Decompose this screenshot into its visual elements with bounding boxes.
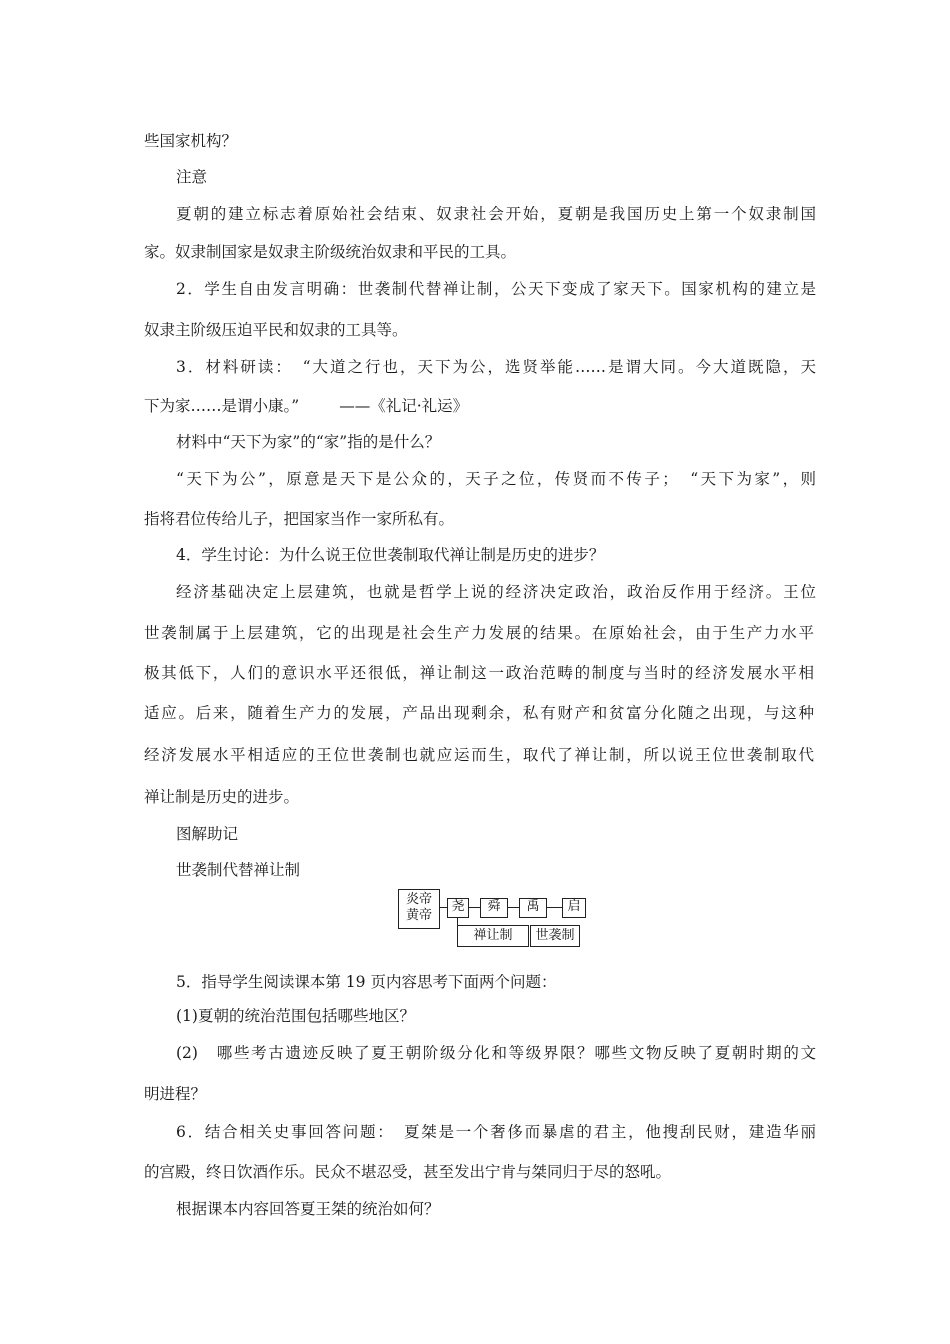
text-line: 适应。后来，随着生产力的发展，产品出现剩余，私有财产和贫富分化随之出现，与这种	[144, 704, 814, 722]
origin-box	[398, 889, 440, 929]
hereditary-label-box: 世袭制	[530, 925, 580, 947]
text-line: “天下为公”，原意是天下是公众的，天子之位，传贤而不传子； “天下为家”，则	[176, 470, 816, 488]
text-line: 经济基础决定上层建筑，也就是哲学上说的经济决定政治，政治反作用于经济。王位	[176, 583, 816, 601]
bracket-line	[457, 917, 458, 925]
origin-label-top: 炎帝	[405, 892, 432, 907]
text-line: 材料中“天下为家”的“家”指的是什么？	[176, 433, 441, 451]
text-line: 3．材料研读： “大道之行也，天下为公，选贤举能……是谓大同。今大道既隐，天	[176, 358, 816, 376]
text-line: 指将君位传给儿子，把国家当作一家所私有。	[144, 510, 455, 528]
text-line: 5．指导学生阅读课本第 19 页内容思考下面两个问题：	[176, 973, 557, 991]
text-line: (2) 哪些考古遗迹反映了夏王朝阶级分化和等级界限？哪些文物反映了夏朝时期的文	[176, 1044, 816, 1062]
abdication-label-box: 禅让制	[457, 925, 529, 947]
diagram-caption: 世袭制代替禅让制	[176, 861, 301, 879]
text-line: 明进程？	[144, 1085, 207, 1103]
text-line	[144, 394, 814, 416]
text-line: 世袭制属于上层建筑，它的出现是社会生产力发展的结果。在原始社会，由于生产力水平	[144, 624, 814, 642]
ruler-box-shun: 舜	[480, 898, 508, 918]
connector-line	[507, 907, 519, 908]
text-line: 2．学生自由发言明确：世袭制代替禅让制，公天下变成了家天下。国家机构的建立是	[176, 280, 816, 298]
text-line: 夏朝的建立标志着原始社会结束、奴隶社会开始，夏朝是我国历史上第一个奴隶制国	[176, 205, 816, 223]
text-line: 极其低下，人们的意识水平还很低，禅让制这一政治范畴的制度与当时的经济发展水平相	[144, 664, 814, 682]
origin-label-bottom: 黄帝	[405, 908, 432, 923]
text-line: 奴隶主阶级压迫平民和奴隶的工具等。	[144, 321, 408, 339]
section-heading: 图解助记	[176, 825, 239, 843]
text-line: (1)夏朝的统治范围包括哪些地区？	[176, 1007, 415, 1025]
text-line: 6．结合相关史事回答问题： 夏桀是一个奢侈而暴虐的君主，他搜刮民财，建造华丽	[176, 1123, 816, 1141]
text-line: 4．学生讨论：为什么说王位世袭制取代禅让制是历史的进步？	[176, 546, 605, 564]
text-line: 禅让制是历史的进步。	[144, 788, 300, 806]
quote-source: ——《礼记·礼运》	[339, 397, 469, 415]
ruler-box-yao: 尧	[447, 898, 469, 918]
text-line: 的宫殿，终日饮酒作乐。民众不堪忍受，甚至发出宁肯与桀同归于尽的怒吼。	[144, 1163, 672, 1181]
quote-end: 下为家……是谓小康。”	[144, 397, 300, 415]
ruler-box-qi: 启	[562, 898, 586, 918]
text-line: 家。奴隶制国家是奴隶主阶级统治奴隶和平民的工具。	[144, 243, 517, 261]
connector-line	[468, 907, 480, 908]
connector-line	[439, 907, 447, 908]
text-line: 根据课本内容回答夏王桀的统治如何？	[176, 1200, 440, 1218]
text-line: 些国家机构？	[144, 132, 238, 150]
note-heading: 注意	[176, 168, 208, 186]
ruler-box-yu: 禹	[519, 898, 547, 918]
text-line: 经济发展水平相适应的王位世袭制也就应运而生，取代了禅让制，所以说王位世袭制取代	[144, 746, 814, 764]
succession-diagram	[398, 889, 586, 949]
connector-line	[546, 907, 562, 908]
